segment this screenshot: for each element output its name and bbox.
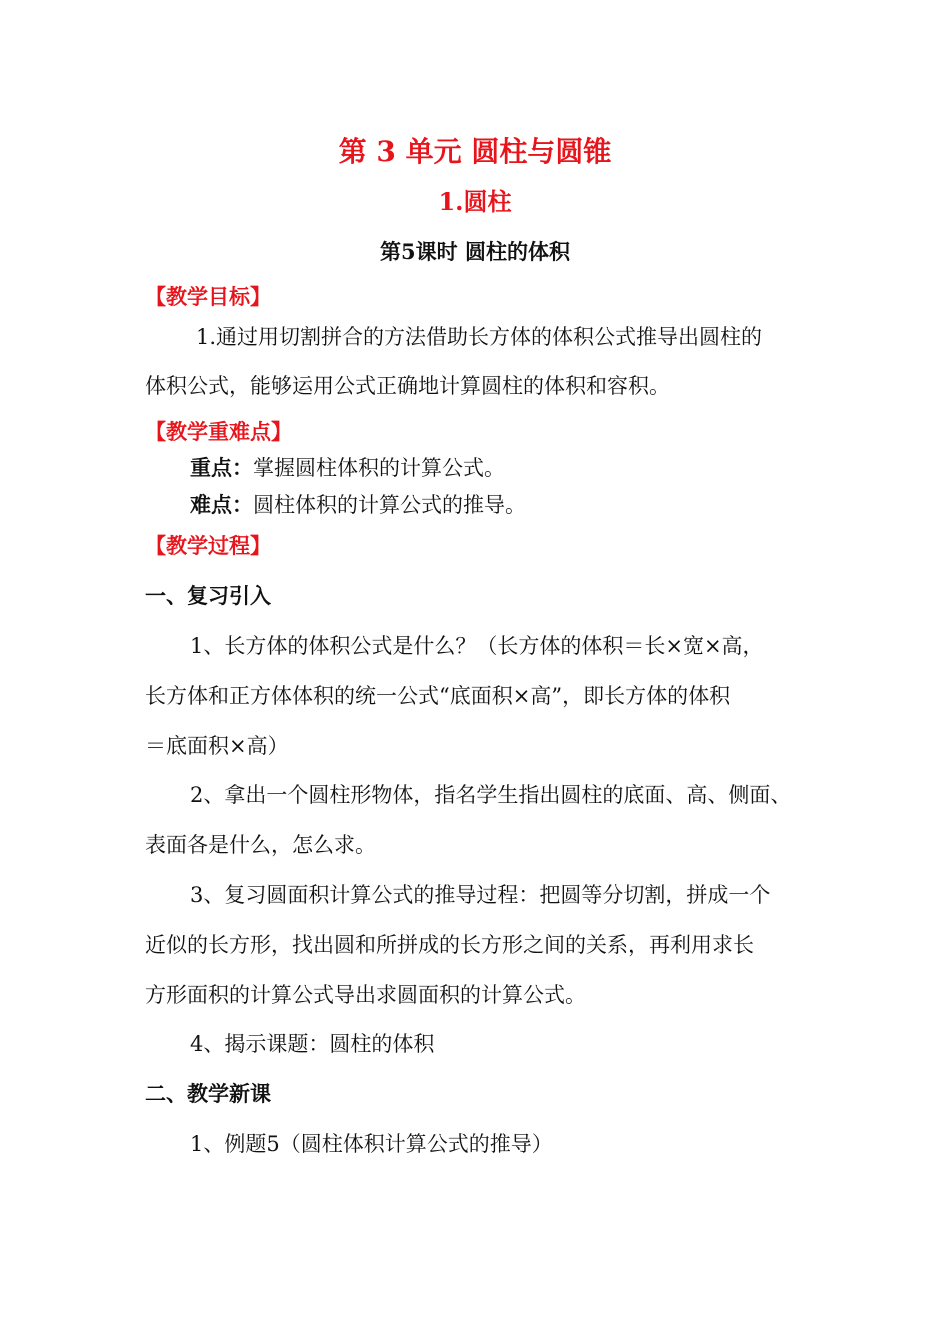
lesson-title: 第5课时 圆柱的体积 [380, 239, 570, 264]
part1-heading: 一、复习引入 [145, 583, 271, 608]
key-point-label: 重点： [190, 455, 253, 480]
item1-line-1: 1、长方体的体积公式是什么？（长方体的体积＝长×宽×高， [190, 634, 764, 658]
goals-text-line-1: 1.通过用切割拼合的方法借助长方体的体积公式推导出圆柱的 [196, 325, 763, 349]
goals-text-line-2: 体积公式，能够运用公式正确地计算圆柱的体积和容积。 [145, 374, 670, 398]
difficulty-line [190, 490, 526, 520]
unit-title: 第 3 单元 圆柱与圆锥 [338, 135, 612, 168]
new-item1-line: 1、例题5（圆柱体积计算公式的推导） [190, 1132, 553, 1156]
item4-line: 4、揭示课题：圆柱的体积 [190, 1032, 435, 1056]
item2-line-2: 表面各是什么，怎么求。 [145, 833, 376, 857]
part2-heading: 二、教学新课 [145, 1081, 271, 1106]
section-title: 1.圆柱 [438, 187, 512, 216]
goals-heading: 【教学目标】 [145, 284, 271, 309]
difficulty-text: 圆柱体积的计算公式的推导。 [253, 493, 526, 517]
item1-line-3: ＝底面积×高） [145, 734, 289, 758]
key-point-text: 掌握圆柱体积的计算公式。 [253, 456, 505, 480]
item2-line-1: 2、拿出一个圆柱形物体，指名学生指出圆柱的底面、高、侧面、 [190, 783, 792, 807]
item3-line-3: 方形面积的计算公式导出求圆面积的计算公式。 [145, 983, 586, 1007]
process-heading: 【教学过程】 [145, 533, 271, 558]
difficulty-label: 难点： [190, 492, 253, 517]
key-points-heading: 【教学重难点】 [145, 419, 292, 444]
item1-line-2: 长方体和正方体体积的统一公式“底面积×高”，即长方体的体积 [145, 684, 731, 708]
item3-line-2: 近似的长方形，找出圆和所拼成的长方形之间的关系，再利用求长 [145, 933, 754, 957]
item3-line-1: 3、复习圆面积计算公式的推导过程：把圆等分切割，拼成一个 [190, 883, 771, 907]
key-point-line [190, 453, 505, 483]
